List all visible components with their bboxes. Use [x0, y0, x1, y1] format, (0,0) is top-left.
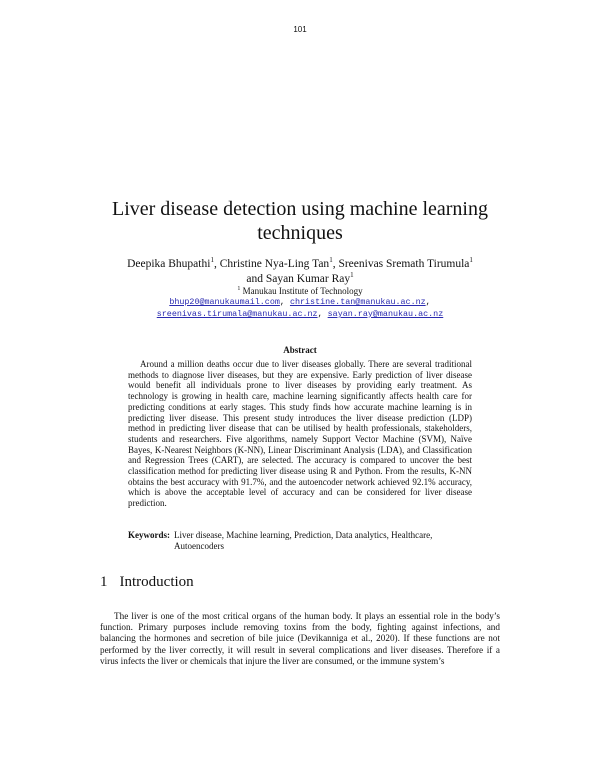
author-list: Deepika Bhupathi$^1$, Christine Nya-Ling Tan$^1$, Sreenivas Sremath Tirumula$^1$ and Sayan Kumar Ray$^1$ — [127, 256, 473, 285]
author-affiliation-mark: 1 — [469, 256, 473, 265]
email-list: bhup20@manukaumail.com, christine.tan@manukau.ac.nz, sreenivas.tirumala@manukau.ac.nz, sayan.ray@manukau.ac.nz — [156, 297, 444, 319]
abstract-heading: Abstract — [283, 345, 317, 355]
page-number: 101 — [293, 25, 307, 34]
section-heading — [100, 573, 194, 591]
paper-title: Liver disease detection using machine learning techniques — [112, 198, 488, 244]
email-link[interactable]: christine.tan@manukau.ac.nz — [289, 297, 426, 307]
author-name: Christine Nya-Ling Tan — [219, 258, 330, 270]
email-link[interactable]: sreenivas.tirumala@manukau.ac.nz — [156, 309, 318, 319]
email-link[interactable]: bhup20@manukaumail.com — [169, 297, 280, 307]
affiliation-name: Manukau Institute of Technology — [242, 286, 363, 296]
author-affiliation-mark: 1 — [350, 271, 354, 280]
section-number: 1 — [100, 574, 108, 590]
keywords-text: Liver disease, Machine learning, Prediction, Data analytics, Healthcare, Autoencoders — [174, 530, 433, 551]
introduction-body: The liver is one of the most critical organs of the human body. It plays an essential role in the body’s function. Primary purposes include removing toxins from the body, fighting against infections, and balancing the hormones and secretion of bile juice (Devikanniga et al., 2020). If these functions are not performed by the liver correctly, it will result in several complications and liver diseases. Therefore if a virus infects the liver or chemicals that injure the liver are consumed, or the immune system’s — [100, 611, 500, 666]
email-link[interactable]: sayan.ray@manukau.ac.nz — [327, 309, 444, 319]
author-name: Sayan Kumar Ray — [265, 273, 351, 285]
abstract-body: Around a million deaths occur due to liver diseases globally. There are several traditional methods to diagnose liver diseases, but they are expensive. Early prediction of liver disease would benefit all individuals prone to liver diseases by providing early treatment. As technology is growing in health care, machine learning significantly affects health care for predicting conditions at early stages. This study finds how accurate machine learning is in predicting liver disease. This present study introduces the liver disease prediction (LDP) method in predicting liver disease that can be utilised by health professionals, stakeholders, students and researchers. Five algorithms, namely Support Vector Machine (SVM), Naïve Bayes, K-Nearest Neighbors (K-NN), Linear Discriminant Analysis (LDA), and Classification and Regression Trees (CART), are selected. The accuracy is compared to uncover the best classification method for predicting liver disease using R and Python. From the results, K-NN obtains the best accuracy with 91.7%, and the autoencoder network achieved 92.1% accuracy, which is above the acceptable level of accuracy and can be considered for liver disease prediction. — [128, 359, 472, 509]
author-affiliation-mark: 1 — [329, 256, 333, 265]
affiliation-mark: 1 — [237, 286, 241, 292]
author-name: Sreenivas Sremath Tirumula — [338, 258, 470, 270]
keywords — [128, 530, 472, 552]
author-affiliation-mark: 1 — [210, 256, 214, 265]
author-name: Deepika Bhupathi — [127, 258, 211, 270]
keywords-label: Keywords: — [128, 530, 170, 540]
section-title: Introduction — [119, 574, 194, 590]
